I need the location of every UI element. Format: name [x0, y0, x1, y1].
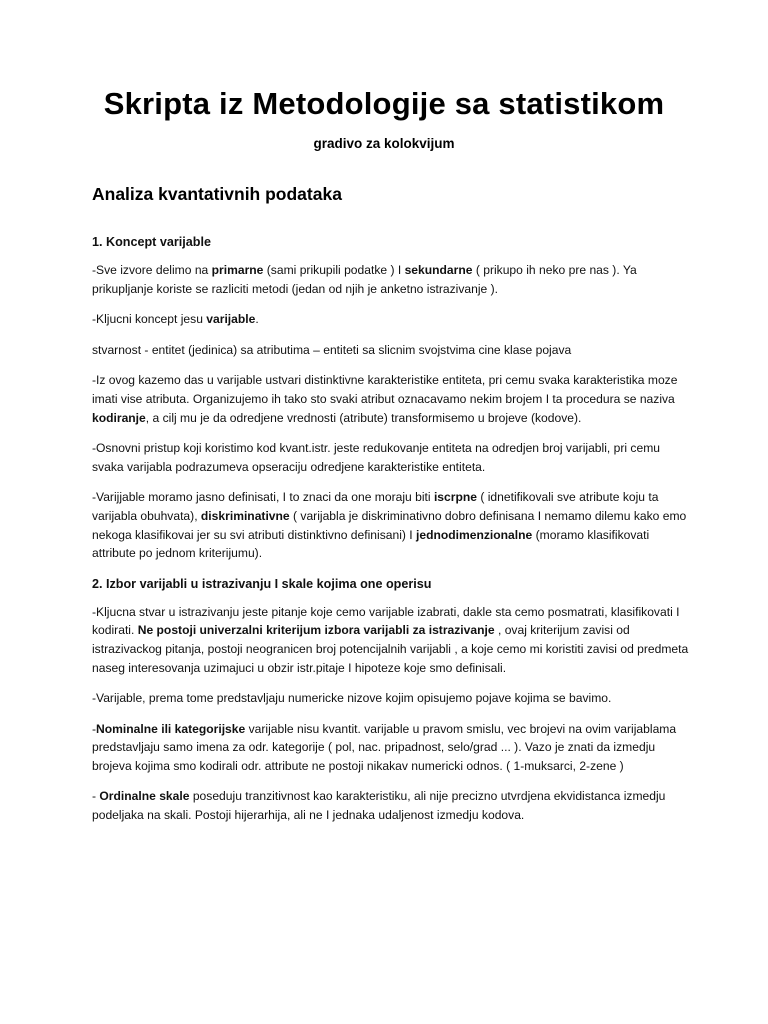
paragraph-text: -Kljucna stvar u istrazivanju jeste pitanje koje cemo varijable izabrati, dakle sta cemo posmatrati, klasifikovati I kodirati. [92, 604, 680, 638]
term-sekundarne: sekundarne [404, 263, 473, 277]
paragraph-osnovni-pristup: -Osnovni pristup koji koristimo kod kvant.istr. jeste redukovanje entiteta na odredjen broj varijabli, pri cemu svaka varijabla podrazumeva opseraciju odredjene karakteristike entiteta. [92, 441, 661, 474]
paragraph-text: -Iz ovog kazemo das u varijable ustvari distinktivne karakteristike entiteta, pri cemu svaka karakteristika moze imati vise atributa. Organizujemo ih tako sto svaki atribut oznacavamo nekim brojem I ta procedura se naziva [92, 373, 678, 406]
paragraph-text: ( varijabla je diskriminativno dobro definisana I nemamo dilemu kako emo nekoga klasifikovai jer su svi atributi distinktivno definisani) I [92, 508, 687, 542]
paragraph-text: - [92, 789, 100, 804]
paragraph-definisanje [92, 488, 692, 562]
document-body [92, 233, 692, 837]
term-diskriminativne: diskriminativne [200, 508, 290, 523]
term-primarne: primarne [211, 263, 264, 277]
term-nominalne: Nominalne ili kategorijske [96, 721, 246, 736]
paragraph-numericki-nizovi: -Varijable, prema tome predstavljaju numericke nizove kojim opisujemo pojave kojima se bavimo. [92, 691, 612, 706]
paragraph-text: . [255, 312, 259, 327]
term-jednodimenzionalne: jednodimenzionalne [416, 527, 533, 542]
paragraph-text: ( prikupo ih neko pre nas ). Ya prikupljanje koriste se razliciti metodi (jedan od njih je anketno istrazivanje ). [92, 263, 637, 296]
paragraph-izvori [92, 261, 692, 298]
paragraph-text: ( idnetifikovali sve atribute koju ta varijabla obuhvata), [92, 490, 659, 523]
paragraph-text: (sami prikupili podatke ) I [263, 263, 405, 277]
paragraph-stvarnost: stvarnost - entitet (jedinica) sa atributima – entiteti sa slicnim svojstvima cine klase pojava [92, 342, 572, 357]
paragraph-ordinalne [92, 787, 692, 824]
paragraph-kljucna-stvar [92, 603, 692, 677]
paragraph-text: poseduju tranzitivnost kao karakteristiku, ali nije precizno utvrdjena ekvidistanca izmedju podeljaka na skali. Postoji hijerarhija, ali ne I jednaka udaljenost izmedju kodova. [92, 789, 666, 823]
paragraph-kodiranje [92, 371, 692, 427]
heading-izbor-varijabli: 2. Izbor varijabli u istrazivanju I skale kojima one operisu [92, 576, 432, 591]
term-ordinalne: Ordinalne skale [99, 789, 190, 804]
paragraph-text: (moramo klasifikovati attribute po jednom kriterijumu). [92, 527, 650, 561]
term-iscrpne: iscrpne [433, 490, 477, 505]
paragraph-text: , a cilj mu je da odredjene vrednosti (atribute) transformisemo u brojeve (kodove). [145, 410, 582, 425]
paragraph-text: -Kljucni koncept jesu [92, 312, 207, 327]
term-kriterijum: Ne postoji univerzalni kriterijum izbora varijabli za istrazivanje [137, 623, 495, 638]
document-subtitle: gradivo za kolokvijum [313, 136, 455, 151]
paragraph-text: -Varijjable moramo jasno definisati, I to znaci da one moraju biti [92, 490, 434, 505]
document-title: Skripta iz Metodologije sa statistikom [103, 86, 665, 121]
section-heading: Analiza kvantativnih podataka [92, 184, 342, 204]
paragraph-text: - [92, 721, 97, 736]
paragraph-text: , ovaj kriterijum zavisi od istrazivackog pitanja, postoji neogranicen broj potencijalnih varijabli , a koje cemo mi koristiti zavisi od predmeta naseg interesovanja uzimajuci u obzir istr.pitaje I hipoteze koje smo definisali. [92, 623, 689, 675]
heading-koncept-varijable: 1. Koncept varijable [92, 235, 211, 249]
paragraph-text: varijable nisu kvantit. varijable u pravom smislu, vec brojevi na ovim varijablama predstavljaju samo imena za odr. kategorije ( pol, nac. pripadnost, selo/grad ... ). Vazo je znati da izmedju brojeva kojima smo kodirali odr. attribute ne postoji nikakav numericki odnos. ( 1-muksarci, 2-zene ) [92, 721, 677, 773]
paragraph-nominalne [92, 720, 692, 776]
paragraph-text: -Sve izvore delimo na [92, 263, 212, 277]
term-kodiranje: kodiranje [92, 410, 146, 425]
term-varijable: varijable [206, 312, 256, 327]
paragraph-kljucni-koncept [92, 310, 692, 329]
